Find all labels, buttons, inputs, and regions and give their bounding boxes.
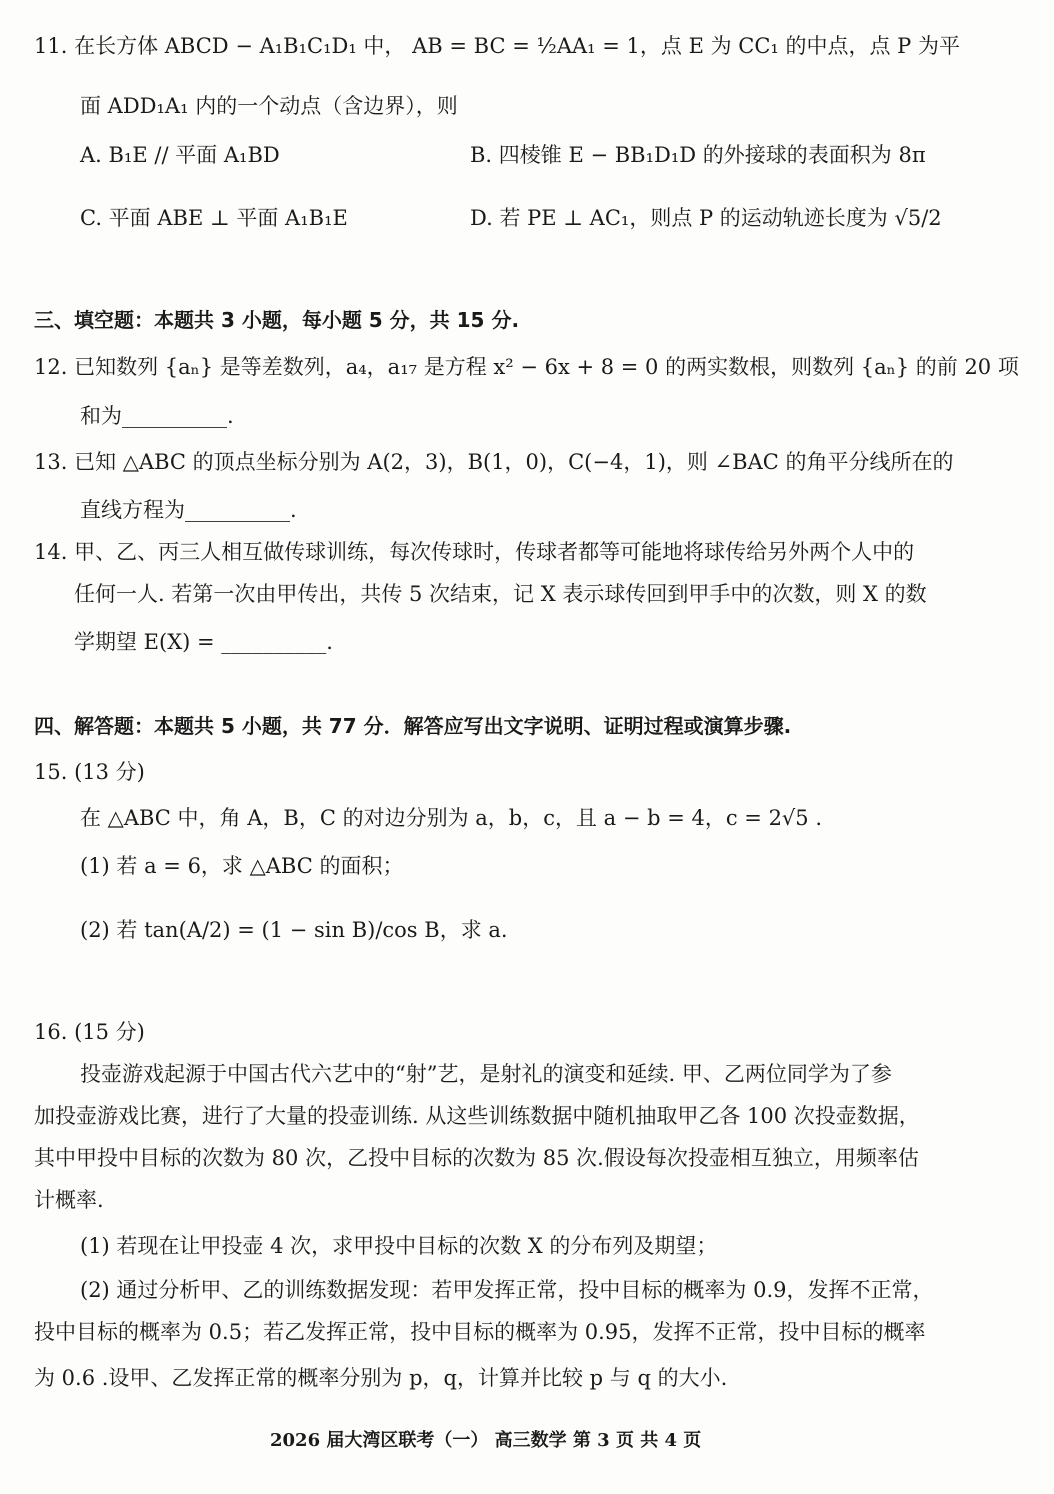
q16-part2-line3: 为 0.6 .设甲、乙发挥正常的概率分别为 p，q，计算并比较 p 与 q 的大小. (34, 1366, 728, 1390)
q16-heading: 16. (15 分) (34, 1020, 145, 1044)
q13-line2: 直线方程为__________. (80, 498, 297, 522)
q11-option-d: D. 若 PE ⊥ AC₁，则点 P 的运动轨迹长度为 √5/2 (470, 206, 942, 230)
section4-title: 四、解答题：本题共 5 小题，共 77 分．解答应写出文字说明、证明过程或演算步骤. (34, 714, 792, 738)
q16-part1: (1) 若现在让甲投壶 4 次，求甲投中目标的次数 X 的分布列及期望； (80, 1234, 718, 1258)
q16-part2-line1: (2) 通过分析甲、乙的训练数据发现：若甲发挥正常，投中目标的概率为 0.9，发挥不正常， (80, 1278, 934, 1302)
q16-part2-line2: 投中目标的概率为 0.5；若乙发挥正常，投中目标的概率为 0.95，发挥不正常，投中目标的概率 (34, 1320, 926, 1344)
section3-title: 三、填空题：本题共 3 小题，每小题 5 分，共 15 分. (34, 308, 520, 332)
q16-para-line1: 投壶游戏起源于中国古代六艺中的“射”艺，是射礼的演变和延续. 甲、乙两位同学为了参 (80, 1062, 892, 1086)
q11-stem-line1: 11. 在长方体 ABCD − A₁B₁C₁D₁ 中， AB = BC = ½AA₁ = 1，点 E 为 CC₁ 的中点，点 P 为平 (34, 34, 960, 58)
q15-heading: 15. (13 分) (34, 760, 145, 784)
q16-para-line3: 其中甲投中目标的次数为 80 次，乙投中目标的次数为 85 次.假设每次投壶相互独立，用频率估 (34, 1146, 919, 1170)
q12-line1: 12. 已知数列 {aₙ} 是等差数列，a₄，a₁₇ 是方程 x² − 6x + 8 = 0 的两实数根，则数列 {aₙ} 的前 20 项 (34, 355, 1019, 379)
q15-part2: (2) 若 tan(A/2) = (1 − sin B)/cos B，求 a. (80, 918, 508, 942)
q11-stem-line2: 面 ADD₁A₁ 内的一个动点（含边界），则 (80, 94, 458, 118)
q14-line2: 任何一人. 若第一次由甲传出，共传 5 次结束，记 X 表示球传回到甲手中的次数，则 X 的数 (74, 582, 927, 606)
q11-option-b: B. 四棱锥 E − BB₁D₁D 的外接球的表面积为 8π (470, 143, 926, 167)
q15-part1: (1) 若 a = 6，求 △ABC 的面积； (80, 854, 404, 878)
q11-option-a: A. B₁E // 平面 A₁BD (80, 143, 280, 167)
q13-line1: 13. 已知 △ABC 的顶点坐标分别为 A(2，3)，B(1，0)，C(−4，1)，则 ∠BAC 的角平分线所在的 (34, 450, 954, 474)
q16-para-line4: 计概率. (34, 1188, 104, 1212)
q14-line1: 14. 甲、乙、丙三人相互做传球训练，每次传球时，传球者都等可能地将球传给另外两个人中的 (34, 540, 915, 564)
q16-para-line2: 加投壶游戏比赛，进行了大量的投壶训练. 从这些训练数据中随机抽取甲乙各 100 次投壶数据， (34, 1104, 920, 1128)
q15-stem: 在 △ABC 中，角 A，B，C 的对边分别为 a，b，c，且 a − b = 4，c = 2√5 . (80, 806, 823, 830)
q12-line2: 和为__________. (80, 404, 234, 428)
q11-option-c: C. 平面 ABE ⊥ 平面 A₁B₁E (80, 206, 348, 230)
q14-line3: 学期望 E(X) = __________. (74, 630, 333, 654)
page-footer: 2026 届大湾区联考（一） 高三数学 第 3 页 共 4 页 (270, 1430, 702, 1451)
